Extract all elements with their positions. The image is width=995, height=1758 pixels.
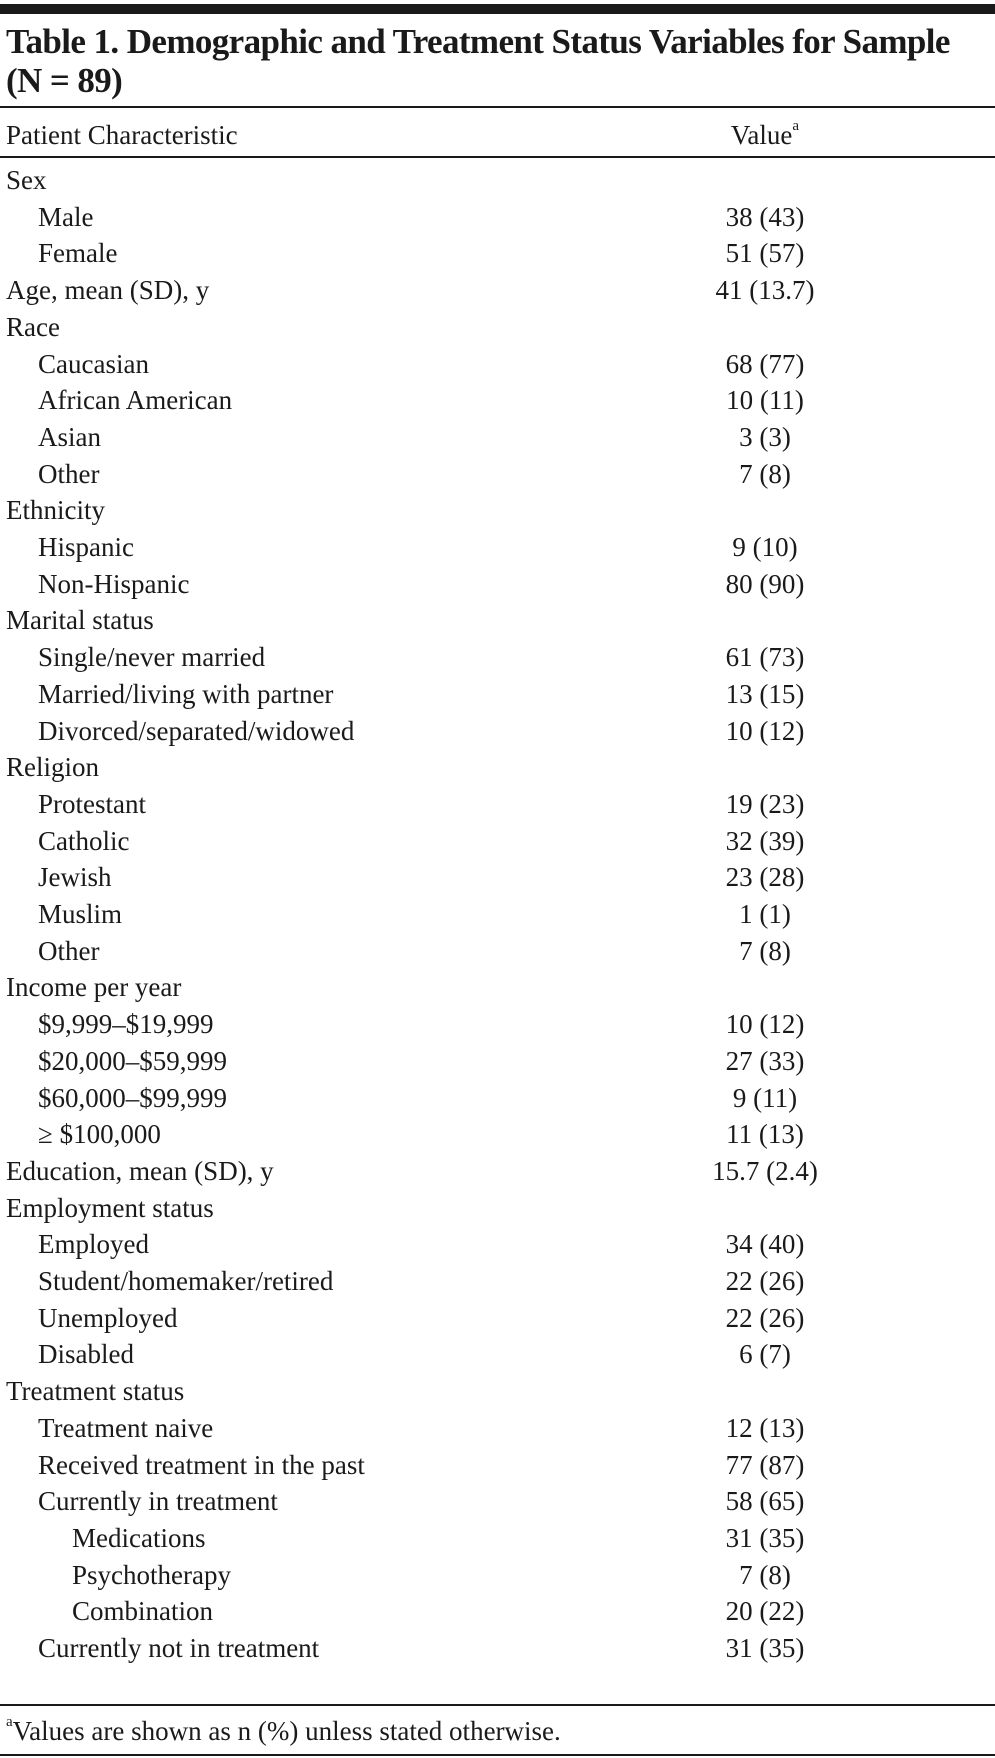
row-value: 34 (40) <box>725 1229 805 1260</box>
table-title: Table 1. Demographic and Treatment Status Variables for Sample (N = 89) <box>6 22 950 100</box>
footnote-bottom-rule <box>0 1754 995 1756</box>
row-label: Caucasian <box>38 348 149 379</box>
header-value-text: Value <box>730 120 793 150</box>
table-row <box>0 713 995 750</box>
row-value: 11 (13) <box>726 1119 804 1150</box>
table-row <box>0 969 995 1006</box>
row-value: 12 (13) <box>725 1412 805 1443</box>
row-label: Other <box>38 458 100 489</box>
row-value: 6 (7) <box>739 1339 791 1370</box>
table-row <box>0 1520 995 1557</box>
table-row <box>0 1226 995 1263</box>
row-label: Male <box>38 201 94 232</box>
row-value: 80 (90) <box>725 568 805 599</box>
row-label: Religion <box>6 752 99 783</box>
row-value: 13 (15) <box>725 678 805 709</box>
table-row <box>0 1373 995 1410</box>
footnote-text: Values are shown as n (%) unless stated otherwise. <box>12 1716 561 1746</box>
row-value: 68 (77) <box>725 348 805 379</box>
row-value: 31 (35) <box>725 1633 805 1663</box>
table-row <box>0 419 995 456</box>
table-row <box>0 1190 995 1227</box>
table-row <box>0 529 995 566</box>
row-value: 32 (39) <box>725 825 805 856</box>
header-value-footnote-mark: a <box>792 118 800 134</box>
row-label: Divorced/separated/widowed <box>38 715 355 746</box>
row-label: Employed <box>38 1229 149 1260</box>
table-row <box>0 1153 995 1190</box>
row-value: 58 (65) <box>725 1486 805 1517</box>
table-row <box>0 786 995 823</box>
row-label: Currently in treatment <box>38 1486 278 1517</box>
row-label: Medications <box>72 1522 206 1553</box>
table-row <box>0 1557 995 1594</box>
title-rule <box>0 106 995 108</box>
row-value: 22 (26) <box>725 1266 805 1296</box>
row-label: Protestant <box>38 788 146 819</box>
row-label: Disabled <box>38 1339 134 1370</box>
row-label: Treatment status <box>6 1376 185 1407</box>
table-row <box>0 1410 995 1447</box>
row-label: Combination <box>72 1596 213 1627</box>
table-bottom-rule <box>0 1704 995 1706</box>
table-row <box>0 1006 995 1043</box>
row-value: 31 (35) <box>725 1522 805 1553</box>
table-row <box>0 896 995 933</box>
row-value: 7 (8) <box>739 1559 791 1590</box>
table-row <box>0 309 995 346</box>
footnote <box>6 1712 561 1750</box>
row-value: 15.7 (2.4) <box>712 1155 818 1186</box>
row-value: 51 (57) <box>725 238 805 269</box>
row-label: Non-Hispanic <box>38 568 190 599</box>
table-row <box>0 639 995 676</box>
row-label: Education, mean (SD), y <box>6 1155 274 1186</box>
row-value: 19 (23) <box>725 788 805 819</box>
table-row <box>0 1593 995 1630</box>
table-row <box>0 1336 995 1373</box>
header-rule <box>0 156 995 158</box>
table-row <box>0 235 995 272</box>
row-value: 10 (12) <box>725 715 805 746</box>
row-value: 23 (28) <box>725 862 805 893</box>
table-row <box>0 859 995 896</box>
row-label: Treatment naive <box>38 1412 214 1443</box>
table-row <box>0 749 995 786</box>
table-row <box>0 1630 995 1667</box>
row-label: Other <box>38 935 100 966</box>
row-label: Sex <box>6 165 47 195</box>
table-row <box>0 382 995 419</box>
row-label: Income per year <box>6 972 182 1003</box>
row-value: 41 (13.7) <box>715 275 815 306</box>
row-label: Race <box>6 311 60 342</box>
row-value: 38 (43) <box>725 201 805 232</box>
row-label: Muslim <box>38 899 123 929</box>
table-row <box>0 566 995 603</box>
table-row <box>0 676 995 713</box>
row-value: 27 (33) <box>725 1045 805 1076</box>
row-value: 7 (8) <box>739 458 791 489</box>
row-label: Student/homemaker/retired <box>38 1266 334 1296</box>
row-label: Catholic <box>38 825 130 856</box>
row-value: 9 (11) <box>732 1082 798 1113</box>
row-label: Female <box>38 238 118 269</box>
table-row <box>0 823 995 860</box>
row-value: 61 (73) <box>725 642 805 673</box>
row-value: 20 (22) <box>725 1596 805 1627</box>
table-row <box>0 1080 995 1117</box>
table-row <box>0 456 995 493</box>
row-value: 22 (26) <box>725 1302 805 1333</box>
top-thick-rule <box>0 4 995 14</box>
table-row <box>0 1116 995 1153</box>
row-label: Unemployed <box>38 1302 178 1333</box>
row-label: African American <box>38 385 233 416</box>
row-label: Currently not in treatment <box>38 1633 320 1663</box>
row-label: $60,000–$99,999 <box>38 1082 227 1113</box>
table-row <box>0 933 995 970</box>
row-value: 7 (8) <box>739 935 791 966</box>
table-row <box>0 272 995 309</box>
table-header <box>0 116 995 154</box>
row-label: Single/never married <box>38 642 266 673</box>
row-label: Ethnicity <box>6 495 105 526</box>
table-row <box>0 1300 995 1337</box>
row-value: 3 (3) <box>739 421 791 452</box>
row-value: 10 (11) <box>726 385 804 416</box>
row-label: Hispanic <box>38 532 134 562</box>
row-label: Employment status <box>6 1192 214 1223</box>
row-label: Asian <box>38 421 101 452</box>
row-value: 1 (1) <box>739 899 791 929</box>
row-label: ≥ $100,000 <box>38 1119 161 1150</box>
row-label: $20,000–$59,999 <box>38 1045 227 1076</box>
table-row <box>0 1263 995 1300</box>
table-row <box>0 602 995 639</box>
footnote-mark: a <box>6 1714 13 1730</box>
row-value: 10 (12) <box>725 1009 805 1040</box>
row-value: 77 (87) <box>725 1449 805 1480</box>
row-label: $9,999–$19,999 <box>38 1009 214 1040</box>
table-row <box>0 1043 995 1080</box>
row-value: 9 (10) <box>732 532 798 562</box>
table-row <box>0 199 995 236</box>
row-label: Received treatment in the past <box>38 1449 365 1480</box>
row-label: Age, mean (SD), y <box>6 275 210 306</box>
row-label: Marital status <box>6 605 154 636</box>
header-characteristic: Patient Characteristic <box>6 120 238 150</box>
header-value <box>665 116 865 154</box>
table-row <box>0 162 995 199</box>
row-label: Married/living with partner <box>38 678 334 709</box>
table-row <box>0 1447 995 1484</box>
table-row <box>0 492 995 529</box>
table-row <box>0 346 995 383</box>
table-row <box>0 1483 995 1520</box>
row-label: Jewish <box>38 862 112 893</box>
row-label: Psychotherapy <box>72 1559 231 1590</box>
